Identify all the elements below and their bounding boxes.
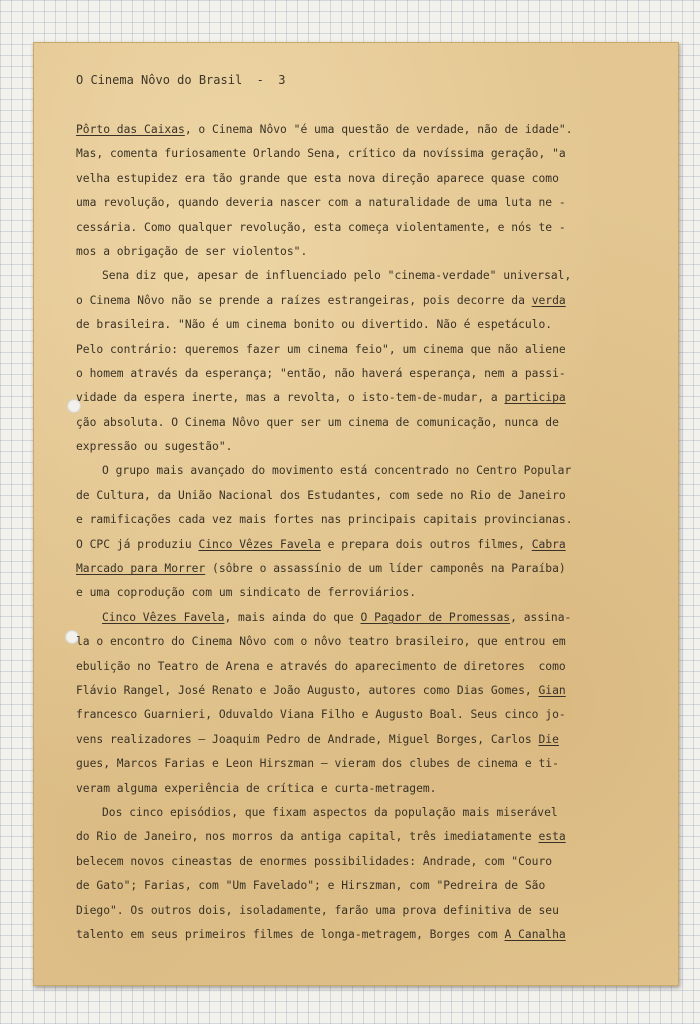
text-span: belecem novos cineastas de enormes possibilidades: Andrade, com "Couro <box>76 854 553 868</box>
text-span: O grupo mais avançado do movimento está concentrado no Centro Popular <box>102 464 572 478</box>
text-span: e uma coprodução com um sindicato de ferroviários. <box>76 586 417 600</box>
text-span: expressão ou sugestão". <box>76 440 233 454</box>
text-span: o homem através da esperança; "então, não haverá esperança, nem a passi- <box>76 366 566 380</box>
text-line <box>76 216 636 240</box>
text-line <box>76 533 636 557</box>
text-span: O CPC já produziu <box>76 537 199 551</box>
text-line <box>76 459 636 483</box>
text-span: uma revolução, quando deveria nascer com a naturalidade de uma luta ne - <box>76 196 566 210</box>
text-line <box>76 313 636 337</box>
text-span: veram alguma experiência de crítica e curta-metragem. <box>76 781 437 795</box>
text-span: Diego". Os outros dois, isoladamente, farão uma prova definitiva de seu <box>76 903 559 917</box>
text-line <box>76 825 636 849</box>
text-span: Pelo contrário: queremos fazer um cinema feio", um cinema que não aliene <box>76 342 566 356</box>
text-line <box>76 899 636 923</box>
text-line <box>76 874 636 898</box>
text-line <box>76 411 636 435</box>
text-line <box>76 484 636 508</box>
text-line <box>76 264 636 288</box>
text-line <box>76 118 636 142</box>
text-line <box>76 240 636 264</box>
text-line <box>76 557 636 581</box>
text-span: (sôbre o assassínio de um líder camponês na Paraíba) <box>205 562 566 576</box>
page-header: O Cinema Nôvo do Brasil - 3 <box>76 73 286 87</box>
text-span: vidade da espera inerte, mas a revolta, o isto-tem-de-mudar, a <box>76 391 505 405</box>
text-line <box>76 728 636 752</box>
text-span: francesco Guarnieri, Oduvaldo Viana Filho e Augusto Boal. Seus cinco jo- <box>76 708 566 722</box>
text-span: , mais ainda do que <box>224 610 361 624</box>
text-line <box>76 801 636 825</box>
text-line <box>76 581 636 605</box>
document-body <box>76 118 636 947</box>
underlined-title: Cinco Vêzes Favela <box>102 610 225 624</box>
text-span: Sena diz que, apesar de influenciado pelo "cinema-verdade" universal, <box>102 269 572 283</box>
text-span: ebulição no Teatro de Arena e através do aparecimento de diretores como <box>76 659 566 673</box>
text-line <box>76 752 636 776</box>
text-span: ção absoluta. O Cinema Nôvo quer ser um cinema de comunicação, nunca de <box>76 415 559 429</box>
text-line <box>76 435 636 459</box>
text-line <box>76 606 636 630</box>
text-line <box>76 167 636 191</box>
text-span: do Rio de Janeiro, nos morros da antiga capital, três imediatamente <box>76 830 539 844</box>
text-line <box>76 338 636 362</box>
text-span: vens realizadores — Joaquim Pedro de Andrade, Miguel Borges, Carlos <box>76 732 539 746</box>
text-span: , assina- <box>510 610 572 624</box>
text-span: mos a obrigação de ser violentos". <box>76 244 308 258</box>
text-span: o Cinema Nôvo não se prende a raízes estrangeiras, pois decorre da <box>76 293 532 307</box>
underlined-title: Pôrto das Caixas <box>76 123 185 136</box>
text-line <box>76 777 636 801</box>
text-span: de Cultura, da União Nacional dos Estudantes, com sede no Rio de Janeiro <box>76 488 566 502</box>
text-span: velha estupidez era tão grande que esta nova direção aparece quase como <box>76 171 559 185</box>
text-line <box>76 703 636 727</box>
text-span: gues, Marcos Farias e Leon Hirszman — vieram dos clubes de cinema e ti- <box>76 757 559 771</box>
text-span: , o Cinema Nôvo "é uma questão de verdade, não de idade". <box>184 123 573 136</box>
text-line <box>76 289 636 313</box>
text-span: talento em seus primeiros filmes de longa-metragem, Borges com <box>76 927 505 941</box>
text-span: de brasileira. "Não é um cinema bonito ou divertido. Não é espetáculo. <box>76 318 553 332</box>
text-span: e prepara dois outros filmes, <box>320 537 532 551</box>
underlined-title: Die <box>538 732 559 746</box>
text-line <box>76 191 636 215</box>
text-line <box>76 386 636 410</box>
text-span: la o encontro do Cinema Nôvo com o nôvo teatro brasileiro, que entrou em <box>76 635 566 649</box>
text-span: Flávio Rangel, José Renato e João Augusto, autores como Dias Gomes, <box>76 683 539 697</box>
text-line <box>76 923 636 947</box>
text-line <box>76 508 636 532</box>
underlined-title: Marcado para Morrer <box>76 562 206 576</box>
text-span: Dos cinco episódios, que fixam aspectos da população mais miserável <box>102 805 558 819</box>
underlined-title: verda <box>531 293 566 307</box>
underlined-title: O Pagador de Promessas <box>360 610 511 624</box>
underlined-title: esta <box>538 830 566 844</box>
typewritten-page <box>33 42 679 986</box>
underlined-title: Cabra <box>531 537 566 551</box>
text-line <box>76 362 636 386</box>
text-line <box>76 142 636 166</box>
text-line <box>76 679 636 703</box>
underlined-title: participa <box>504 391 566 405</box>
underlined-title: Gian <box>538 683 566 697</box>
text-span: Mas, comenta furiosamente Orlando Sena, crítico da novíssima geração, "a <box>76 147 566 161</box>
text-line <box>76 655 636 679</box>
text-span: cessária. Como qualquer revolução, esta começa violentamente, e nós te - <box>76 220 566 234</box>
text-line <box>76 850 636 874</box>
text-span: de Gato"; Farias, com "Um Favelado"; e Hirszman, com "Pedreira de São <box>76 879 546 893</box>
text-span: e ramificações cada vez mais fortes nas principais capitais provincianas. <box>76 513 573 527</box>
underlined-title: Cinco Vêzes Favela <box>198 537 321 551</box>
underlined-title: A Canalha <box>504 927 566 941</box>
text-line <box>76 630 636 654</box>
